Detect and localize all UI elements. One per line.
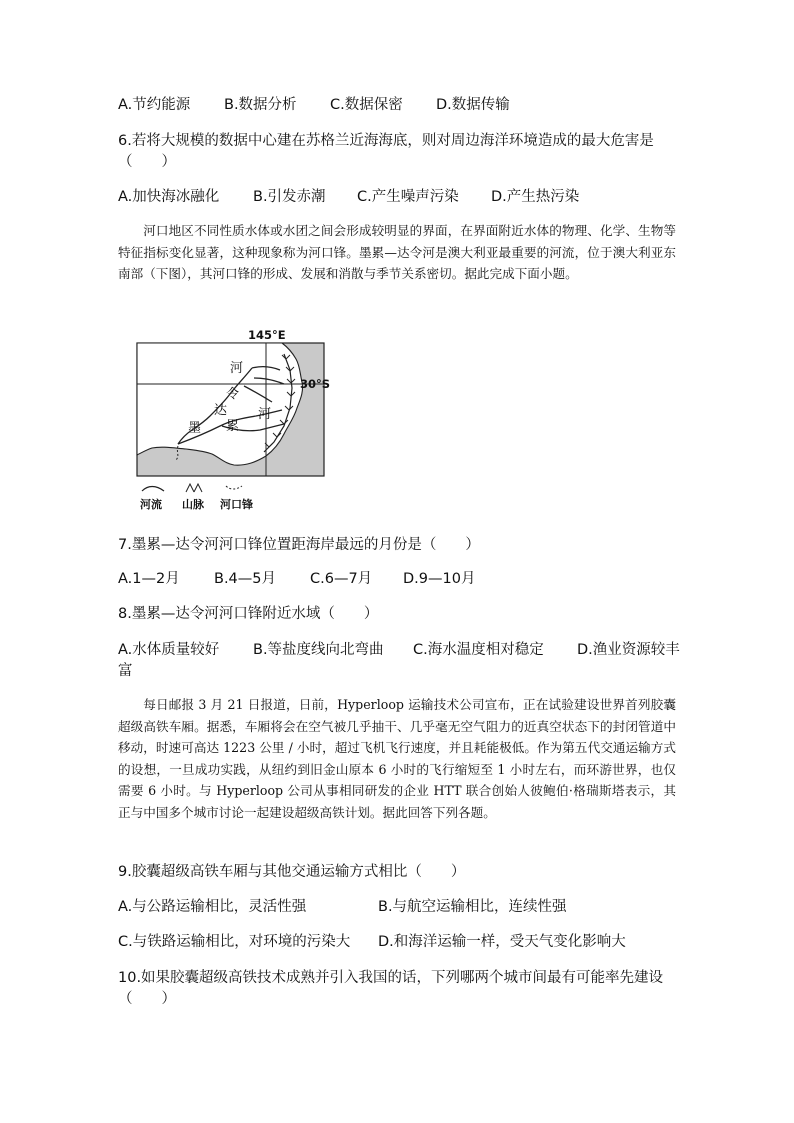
q7-option-c: C.6—7月	[310, 571, 373, 587]
river-char-he2: 河	[258, 407, 272, 422]
q9-stem: 9.胶囊超级高铁车厢与其他交通运输方式相比（ ）	[118, 864, 466, 880]
q10-stem: 10.如果胶囊超级高铁技术成熟并引入我国的话，下列哪两个城市间最有可能率先建设	[118, 970, 664, 986]
lat-label: 30°S	[299, 377, 330, 391]
legend-river-symbol	[142, 487, 164, 492]
legend-front-symbol	[226, 486, 242, 489]
q8-stem: 8.墨累—达令河河口锋附近水域（ ）	[118, 606, 379, 622]
lon-label: 145°E	[248, 328, 286, 342]
q7-option-d: D.9—10月	[403, 571, 476, 587]
river-char-da: 达	[214, 403, 228, 418]
q7-stem: 7.墨累—达令河河口锋位置距海岸最远的月份是（ ）	[118, 537, 480, 553]
passage-hyperloop: 每日邮报 3 月 21 日报道，日前，Hyperloop 运输技术公司宣布，正在试验建设世界首列胶囊超级高铁车厢。据悉，车厢将会在空气被几乎抽干、几乎毫无空气阻力的近真空状态下的封闭管道中移动，时速可高达 1223 公里 / 小时，超过飞机飞行速度，并且耗能极低。作为第五代交通运输方式的设想，一旦成功实践，从纽约到旧金山原本 6 小时的飞行缩短至 1 小时左右，而环游世界，也仅需要 6 小时。与 Hyperloop 公司从事相同研发的企业 HTT 联合创始人彼鲍伯·格瑞斯塔表示，其正与中国多个城市讨论一起建设超级高铁计划。据此回答下列各题。	[118, 697, 676, 820]
q5-option-b: B.数据分析	[224, 97, 297, 113]
legend-river-label: 河流	[140, 498, 162, 511]
q5-option-d: D.数据传输	[436, 97, 510, 113]
q8-option-c: C.海水温度相对稳定	[413, 642, 544, 658]
q9-option-b: B.与航空运输相比，连续性强	[378, 899, 567, 915]
q5-option-c: C.数据保密	[330, 97, 403, 113]
q5-option-a: A.节约能源	[118, 97, 191, 113]
q6-option-d: D.产生热污染	[491, 189, 580, 205]
q8-option-d: D.渔业资源较丰	[577, 642, 680, 658]
q8-option-a: A.水体质量较好	[118, 642, 220, 658]
legend-front-label: 河口锋	[220, 498, 253, 511]
q6-stem: 6.若将大规模的数据中心建在苏格兰近海海底，则对周边海洋环境造成的最大危害是	[118, 133, 654, 149]
river-char-he1: 河	[230, 361, 244, 376]
legend-mountain-symbol	[186, 484, 202, 492]
q7-option-a: A.1—2月	[118, 571, 180, 587]
river-char-lei: 累	[226, 419, 240, 434]
q8-option-b: B.等盐度线向北弯曲	[253, 642, 384, 658]
q7-option-b: B.4—5月	[214, 571, 277, 587]
q9-option-c: C.与铁路运输相比，对环境的污染大	[118, 934, 351, 950]
q8-option-d-wrap: 富	[118, 663, 133, 679]
q6-option-c: C.产生噪声污染	[357, 189, 459, 205]
q10-stem-bracket: （ ）	[118, 991, 176, 1007]
river-char-ling: 令	[226, 387, 240, 402]
passage-estuary-front: 河口地区不同性质水体或水团之间会形成较明显的界面，在界面附近水体的物理、化学、生物等特征指标变化显著，这种现象称为河口锋。墨累—达令河是澳大利亚最重要的河流，位于澳大利亚东南部（下图），其河口锋的形成、发展和消散与季节关系密切。据此完成下面小题。	[118, 223, 676, 282]
q9-option-d: D.和海洋运输一样，受天气变化影响大	[378, 934, 626, 950]
q9-option-a: A.与公路运输相比，灵活性强	[118, 899, 307, 915]
q6-option-b: B.引发赤潮	[253, 189, 326, 205]
q6-stem-bracket: （ ）	[118, 154, 176, 170]
q6-option-a: A.加快海冰融化	[118, 189, 220, 205]
river-char-mo: 墨	[188, 421, 202, 436]
murray-darling-map	[134, 326, 330, 516]
legend-mountain-label: 山脉	[182, 498, 204, 511]
